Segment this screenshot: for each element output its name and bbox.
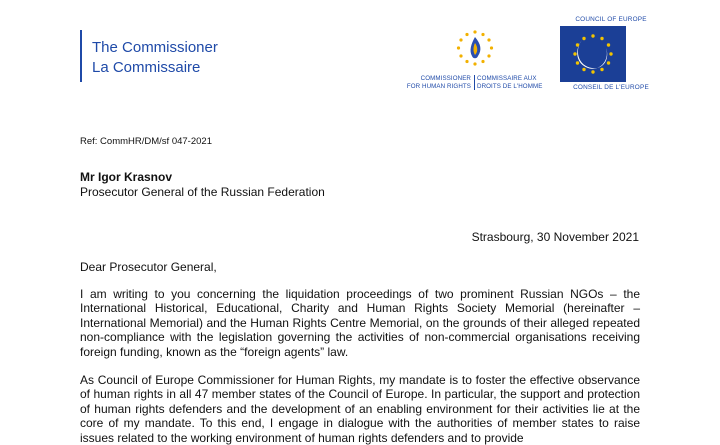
commissioner-title [92, 38, 218, 78]
addressee-block [80, 170, 325, 200]
coe-stars-emblem-icon [560, 26, 626, 82]
coe-logo-bottom-text: CONSEIL DE L'EUROPE [573, 84, 649, 91]
addressee-name: Mr Igor Krasnov [80, 170, 173, 184]
commissioner-title-en: The Commissioner [92, 39, 218, 56]
salutation: Dear Prosecutor General, [80, 260, 217, 274]
reference-number: Ref: CommHR/DM/sf 047-2021 [80, 136, 212, 147]
logo-caption-divider [474, 75, 475, 90]
coe-logo-top-text: COUNCIL OF EUROPE [575, 16, 647, 23]
header-accent-bar [80, 30, 82, 82]
flame-emblem-icon [450, 28, 500, 72]
commissioner-logo-caption-fr: COMMISSAIRE AUX DROITS DE L'HOMME [477, 75, 543, 90]
coe-flag-box [560, 26, 626, 82]
commissioner-title-fr: La Commissaire [92, 59, 201, 76]
body-paragraph-1: I am writing to you concerning the liquidation proceedings of two prominent Russian NGOs – the International Historical, Educational, Charity and Human Rights Society Memorial (hereinafter – International Memorial) and the Human Rights Centre Memorial, on the grounds of their alleged repeated non-compliance with the legislation governing the activities of non-commercial organisations receiving foreign funding, known as the “foreign agents” law. [80, 287, 640, 359]
commissioner-logo-caption-en: COMMISSIONER FOR HUMAN RIGHTS [406, 75, 471, 90]
letter-date: Strasbourg, 30 November 2021 [471, 230, 639, 244]
council-of-europe-logo [555, 16, 667, 92]
commissioner-logo [405, 28, 545, 90]
addressee-title: Prosecutor General of the Russian Federation [80, 185, 325, 199]
body-paragraph-2: As Council of Europe Commissioner for Human Rights, my mandate is to foster the effective observance of human rights in all 47 member states of the Council of Europe. In particular, the support and protection of human rights defenders and the development of an enabling environment for their activities lie at the core of my mandate. To this end, I engage in dialogue with the authorities of member states to raise issues related to the working environment of human rights defenders and to provide [80, 373, 640, 445]
